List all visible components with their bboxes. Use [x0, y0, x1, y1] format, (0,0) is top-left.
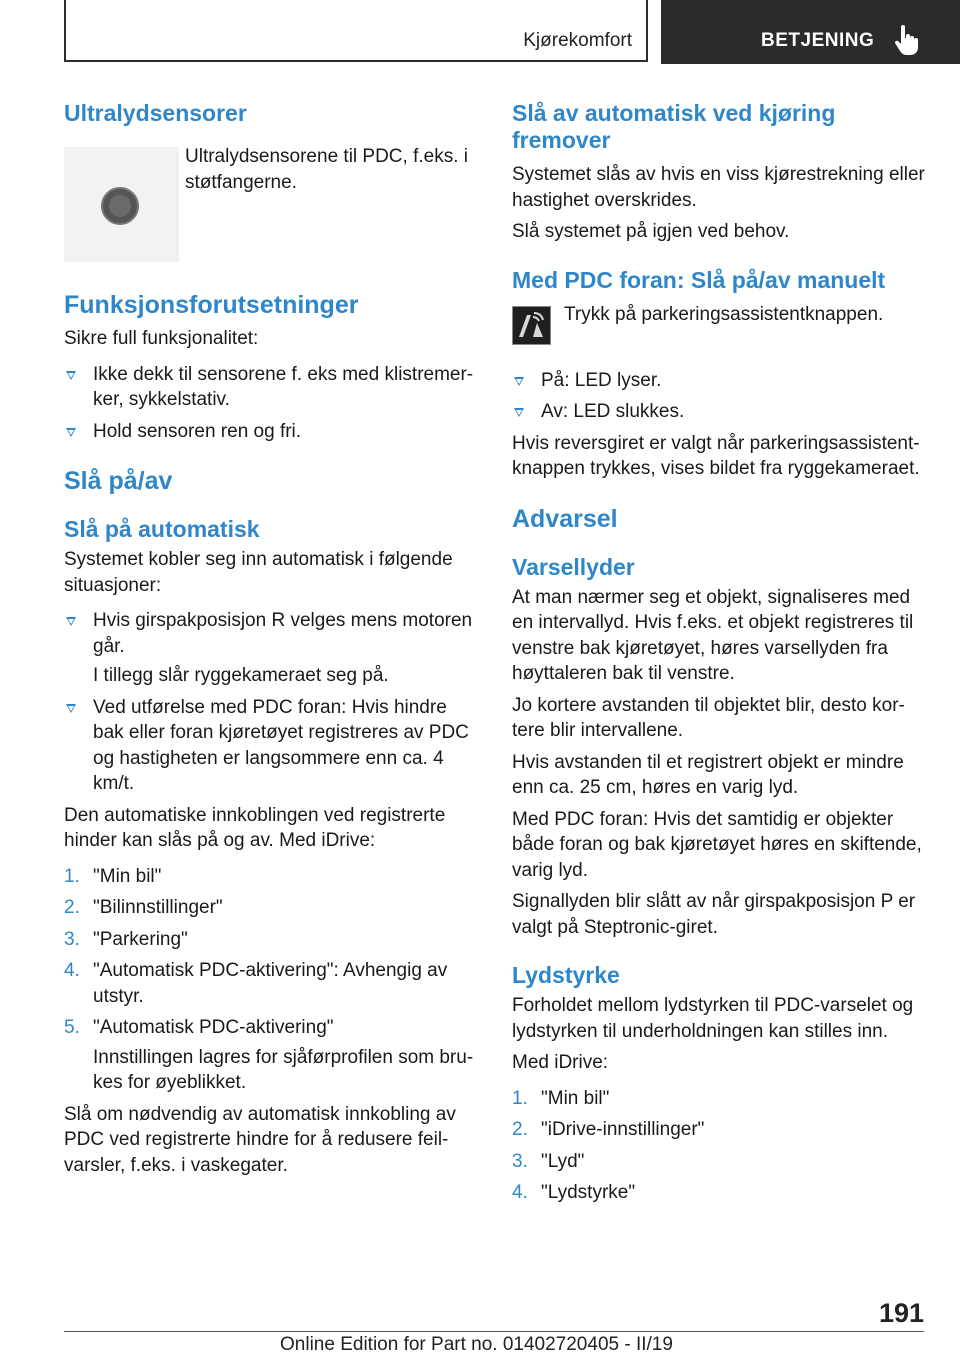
list-item: 1. "Min bil" [64, 865, 162, 887]
warning-sounds-section [512, 554, 926, 941]
parking-assist-button-icon [512, 306, 551, 345]
warning-sounds-heading: Varsellyder [512, 553, 635, 580]
paragraph: Jo kortere avstanden til objektet blir, desto kor-tere blir intervallene. [512, 694, 905, 741]
manual-note: Hvis reversgiret er valgt når parkeringsassistent-knappen trykkes, vises bildet fra ryggekameraet. [512, 432, 920, 479]
paragraph: Med iDrive: [512, 1052, 609, 1073]
pdc-button-row [512, 302, 926, 364]
prerequisites-intro: Sikre full funksjonalitet: [64, 328, 259, 349]
auto-on-closing: Slå om nødvendig av automatisk innkobling av PDC ved registrerte hindre for å redusere feil-varsler, f.eks. i vaskegater. [64, 1103, 456, 1176]
list-item: 4. "Automatisk PDC-aktivering": Avhengig av utstyr. [64, 960, 448, 1007]
section-title: Kjørekomfort [523, 30, 632, 51]
list-item: Ikke dekk til sensorene f. eks med klistremer-ker, sykkelstativ. [64, 362, 476, 413]
header-section-tab [64, 0, 648, 62]
list-item: På: LED lyser. [512, 368, 926, 394]
list-item: 4. "Lydstyrke" [512, 1182, 636, 1203]
manual-list [512, 368, 926, 425]
auto-on-list [64, 608, 476, 797]
list-item: 3. "Parkering" [64, 928, 188, 950]
volume-section [512, 962, 926, 1206]
sensor-text: Ultralydsensorene til PDC, f.eks. i støtfangerne. [185, 146, 468, 193]
list-item: Hvis girspakposisjon R velges mens motoren går. I tillegg slår ryggekameraet seg på. [64, 608, 476, 689]
auto-on-after: Den automatiske innkoblingen ved registrerte hinder kan slås på og av. Med iDrive: [64, 804, 446, 851]
list-item: 1. "Min bil" [512, 1087, 610, 1109]
ultrasonic-sensor-section [64, 100, 476, 270]
onoff-heading: Slå på/av [64, 467, 173, 495]
volume-heading: Lydstyrke [512, 962, 620, 988]
auto-on-intro: Systemet kobler seg inn automatisk i følgende situasjoner: [64, 549, 453, 596]
paragraph: Med PDC foran: Hvis det samtidig er objekter både foran og bak kjøretøyet høres en skiftende, varig lyd. [512, 808, 922, 881]
pointing-hand-icon [894, 25, 920, 55]
manual-heading: Med PDC foran: Slå på/av manuelt [512, 266, 886, 293]
auto-on-heading: Slå på automatisk [64, 516, 260, 542]
manual-section [512, 267, 926, 482]
auto-off-heading: Slå av automatisk ved kjøring fremover [512, 100, 836, 153]
warning-heading: Advarsel [512, 504, 618, 533]
paragraph: Forholdet mellom lydstyrken til PDC-varselet og lydstyrken til underholdningen kan stilles inn. [512, 995, 914, 1042]
sensor-heading: Ultralydsensorer [64, 100, 247, 126]
page-number: 191 [878, 1298, 924, 1328]
right-column [512, 100, 926, 1212]
pdc-button-text: Trykk på parkeringsassistentknappen. [564, 303, 884, 325]
list-item: 2. "iDrive-innstillinger" [512, 1119, 705, 1140]
paragraph: Signallyden blir slått av når girspakposisjon P er valgt på Steptronic-giret. [512, 891, 916, 938]
triangle-bullet-icon [514, 408, 524, 417]
triangle-bullet-icon [66, 371, 76, 380]
header-chapter-tab [661, 0, 960, 64]
prerequisites-section [64, 290, 476, 444]
paragraph: Systemet slås av hvis en viss kjørestrekning eller hastighet overskrides. [512, 164, 925, 211]
sensor-icon [101, 187, 139, 225]
list-item: Av: LED slukkes. [512, 399, 926, 425]
list-item: 5. "Automatisk PDC-aktivering" Innstillingen lagres for sjåførprofilen som bru-kes for øyeblikket. [64, 1017, 474, 1093]
auto-off-section [512, 100, 926, 245]
auto-on-steps [64, 864, 476, 1096]
list-item: 2. "Bilinnstillinger" [64, 897, 223, 918]
prerequisites-heading: Funksjonsforutsetninger [64, 291, 359, 319]
paragraph: At man nærmer seg et objekt, signaliseres med en intervallyd. Hvis f.eks. et objekt registreres til venstre bak kjøretøyet, høres varsellyden fra høyttaleren bak til venstre. [512, 586, 914, 684]
sensor-image [64, 147, 179, 262]
list-item: 3. "Lyd" [512, 1150, 585, 1172]
triangle-bullet-icon [66, 704, 76, 713]
paragraph: Slå systemet på igjen ved behov. [512, 221, 790, 242]
volume-steps [512, 1086, 926, 1206]
footer-edition: Online Edition for Part no. 01402720405 - II/19 [280, 1334, 673, 1355]
triangle-bullet-icon [66, 428, 76, 437]
auto-on-section [64, 516, 476, 1178]
chapter-title: BETJENING [761, 30, 875, 51]
left-column [64, 100, 476, 1184]
triangle-bullet-icon [66, 617, 76, 626]
list-item: Hold sensoren ren og fri. [64, 419, 476, 445]
prerequisites-list [64, 362, 476, 445]
triangle-bullet-icon [514, 377, 524, 386]
paragraph: Hvis avstanden til et registrert objekt er mindre enn ca. 25 cm, høres en varig lyd. [512, 751, 904, 798]
footer-divider [64, 1331, 924, 1332]
list-item: Ved utførelse med PDC foran: Hvis hindre bak eller foran kjøretøyet registreres av PDC og hastigheten er langsommere enn ca. 4 km/t. [64, 695, 476, 797]
